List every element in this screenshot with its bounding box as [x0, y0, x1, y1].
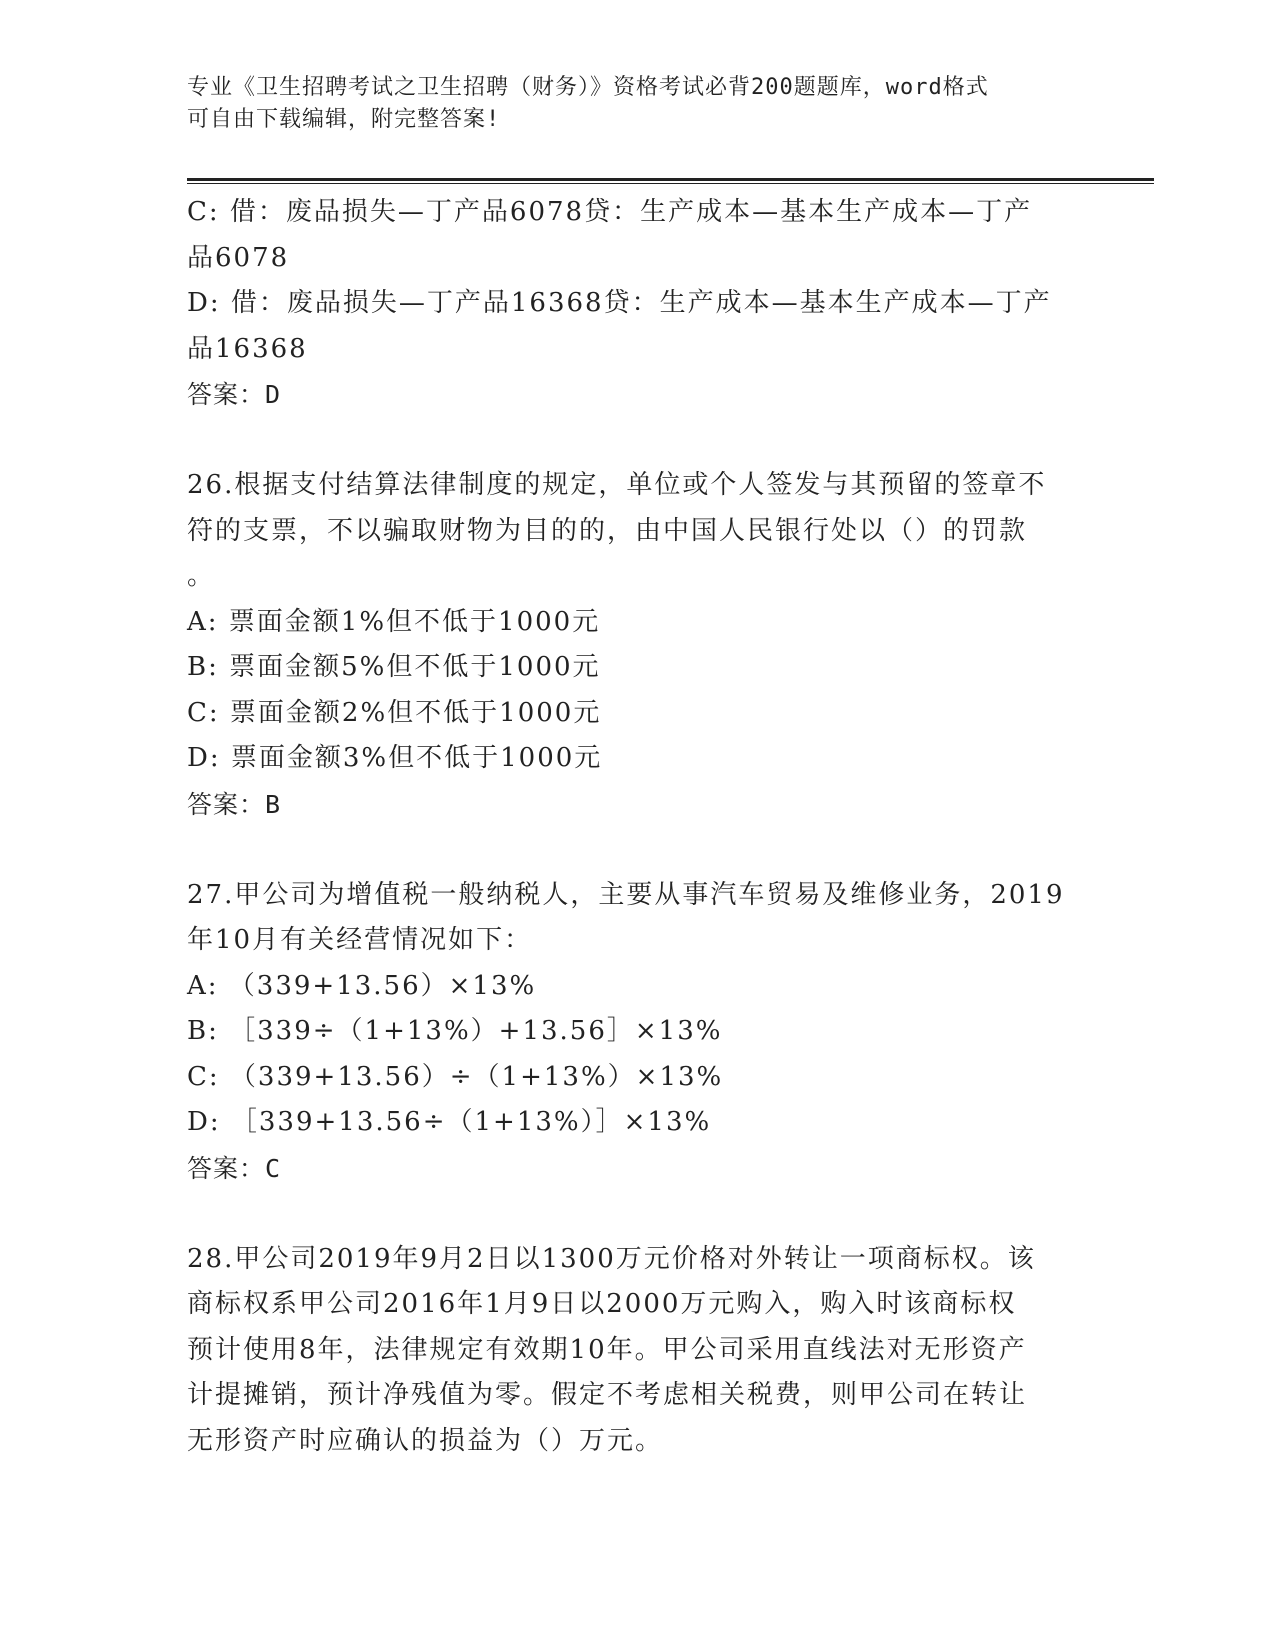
option-d-line-1: D: 借：废品损失—丁产品16368贷：生产成本—基本生产成本—丁产	[187, 288, 1052, 318]
question-27-option-c: C: （339+13.56）÷（1+13%）×13%	[187, 1061, 724, 1092]
header-rule-thin	[187, 183, 1154, 184]
question-27-option-b: B: ［339÷（1+13%）+13.56］×13%	[187, 1016, 723, 1046]
document-body	[187, 190, 1067, 1464]
question-26-option-b: B: 票面金额5%但不低于1000元	[187, 652, 601, 682]
option-c-line-1: C: 借：废品损失—丁产品6078贷：生产成本—基本生产成本—丁产	[187, 197, 1033, 227]
question-26-option-c: C: 票面金额2%但不低于1000元	[187, 697, 602, 728]
option-c-line-2: 品6078	[187, 242, 290, 273]
question-27-option-a: A: （339+13.56）×13%	[187, 970, 537, 1001]
question-26	[187, 463, 1067, 827]
question-28-stem-line-4: 计提摊销，预计净残值为零。假定不考虑相关税费，则甲公司在转让	[187, 1380, 1028, 1410]
header-line-2: 可自由下载编辑，附完整答案!	[187, 107, 501, 132]
spacer	[187, 418, 1067, 464]
question-28-stem-line-1: 28.甲公司2019年9月2日以1300万元价格对外转让一项商标权。该	[187, 1243, 1036, 1274]
question-27-option-d: D: ［339+13.56÷（1+13%）］×13%	[187, 1107, 712, 1137]
question-26-stem-line-2: 符的支票，不以骗取财物为目的的，由中国人民银行处以（）的罚款	[187, 515, 1028, 546]
document-header	[187, 72, 1067, 136]
question-26-stem-line-1: 26.根据支付结算法律制度的规定，单位或个人签发与其预留的签章不	[187, 470, 1047, 500]
question-26-stem-line-3: 。	[187, 561, 216, 591]
question-28-stem-line-3: 预计使用8年，法律规定有效期10年。甲公司采用直线法对无形资产	[187, 1334, 1027, 1365]
header-line-1: 专业《卫生招聘考试之卫生招聘（财务）》资格考试必背200题题库，word格式	[187, 75, 989, 100]
question-27-stem-line-2: 年10月有关经营情况如下：	[187, 925, 533, 955]
question-26-option-a: A: 票面金额1%但不低于1000元	[187, 606, 601, 637]
question-26-option-d: D: 票面金额3%但不低于1000元	[187, 743, 603, 773]
question-27	[187, 873, 1067, 1192]
header-rule-thick	[187, 178, 1154, 181]
option-d-line-2: 品16368	[187, 333, 308, 364]
question-28	[187, 1237, 1067, 1465]
answer-26: 答案：B	[187, 789, 282, 819]
question-27-stem-line-1: 27.甲公司为增值税一般纳税人，主要从事汽车贸易及维修业务，2019	[187, 879, 1065, 910]
answer-25: 答案：D	[187, 380, 282, 409]
question-28-stem-line-2: 商标权系甲公司2016年1月9日以2000万元购入，购入时该商标权	[187, 1289, 1017, 1319]
question-28-stem-line-5: 无形资产时应确认的损益为（）万元。	[187, 1425, 664, 1456]
spacer	[187, 1191, 1067, 1237]
answer-27: 答案：C	[187, 1153, 282, 1183]
spacer	[187, 827, 1067, 873]
question-25-tail	[187, 190, 1067, 418]
